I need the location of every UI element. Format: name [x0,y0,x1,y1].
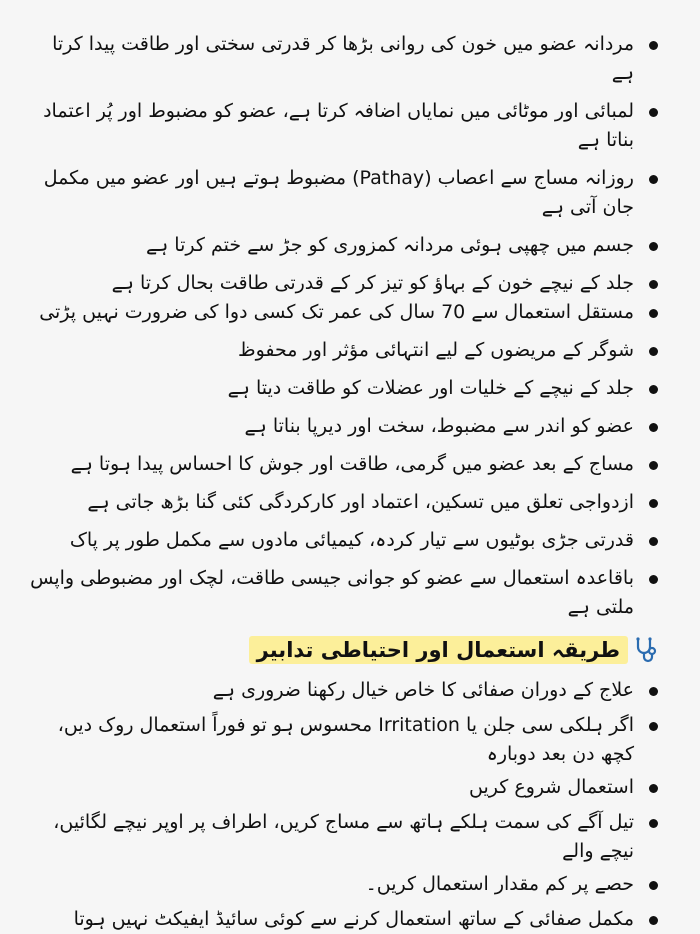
list-item: جسم میں چھپی ہوئی مردانہ کمزوری کو جڑ سے ختم کرتا ہے [28,231,660,260]
section-heading [28,636,660,664]
list-item: جلد کے نیچے کے خلیات اور عضلات کو طاقت دیتا ہے [28,374,660,403]
usage-list [28,676,660,934]
list-item: شوگر کے مریضوں کے لیے انتہائی مؤثر اور محفوظ [28,336,660,365]
list-item: مستقل استعمال سے 70 سال کی عمر تک کسی دوا کی ضرورت نہیں پڑتی [28,298,660,327]
stethoscope-icon [632,636,660,664]
list-item: مساج کے بعد عضو میں گرمی، طاقت اور جوش کا احساس پیدا ہوتا ہے [28,450,660,479]
list-item: عضو کو اندر سے مضبوط، سخت اور دیرپا بناتا ہے [28,412,660,441]
benefits-list [28,30,660,622]
list-item: قدرتی جڑی بوٹیوں سے تیار کردہ، کیمیائی مادوں سے مکمل طور پر پاک [28,526,660,555]
list-item: علاج کے دوران صفائی کا خاص خیال رکھنا ضروری ہے [28,676,660,705]
list-item: مردانہ عضو میں خون کی روانی بڑھا کر قدرتی سختی اور طاقت پیدا کرتا ہے [28,30,660,88]
list-item: باقاعدہ استعمال سے عضو کو جوانی جیسی طاقت، لچک اور مضبوطی واپس ملتی ہے [28,564,660,622]
section-title: طریقہ استعمال اور احتیاطی تدابیر [249,636,628,664]
list-item: حصے پر کم مقدار استعمال کریں۔ [28,870,660,899]
list-item: اگر ہلکی سی جلن یا Irritation محسوس ہو تو فوراً استعمال روک دیں، کچھ دن بعد دوبارہ [28,711,660,769]
list-item: روزانہ مساج سے اعصاب (Pathay) مضبوط ہوتے ہیں اور عضو میں مکمل جان آتی ہے [28,164,660,222]
list-item: تیل آگے کی سمت ہلکے ہاتھ سے مساج کریں، اطراف پر اوپر نیچے لگائیں، نیچے والے [28,808,660,866]
list-item: جلد کے نیچے خون کے بہاؤ کو تیز کر کے قدرتی طاقت بحال کرتا ہے [28,269,660,298]
list-item: ازدواجی تعلق میں تسکین، اعتماد اور کارکردگی کئی گنا بڑھ جاتی ہے [28,488,660,517]
list-item: مکمل صفائی کے ساتھ استعمال کرنے سے کوئی سائیڈ ایفیکٹ نہیں ہوتا [28,905,660,934]
list-item: لمبائی اور موٹائی میں نمایاں اضافہ کرتا ہے، عضو کو مضبوط اور پُر اعتماد بناتا ہے [28,97,660,155]
list-item: استعمال شروع کریں [28,773,660,802]
